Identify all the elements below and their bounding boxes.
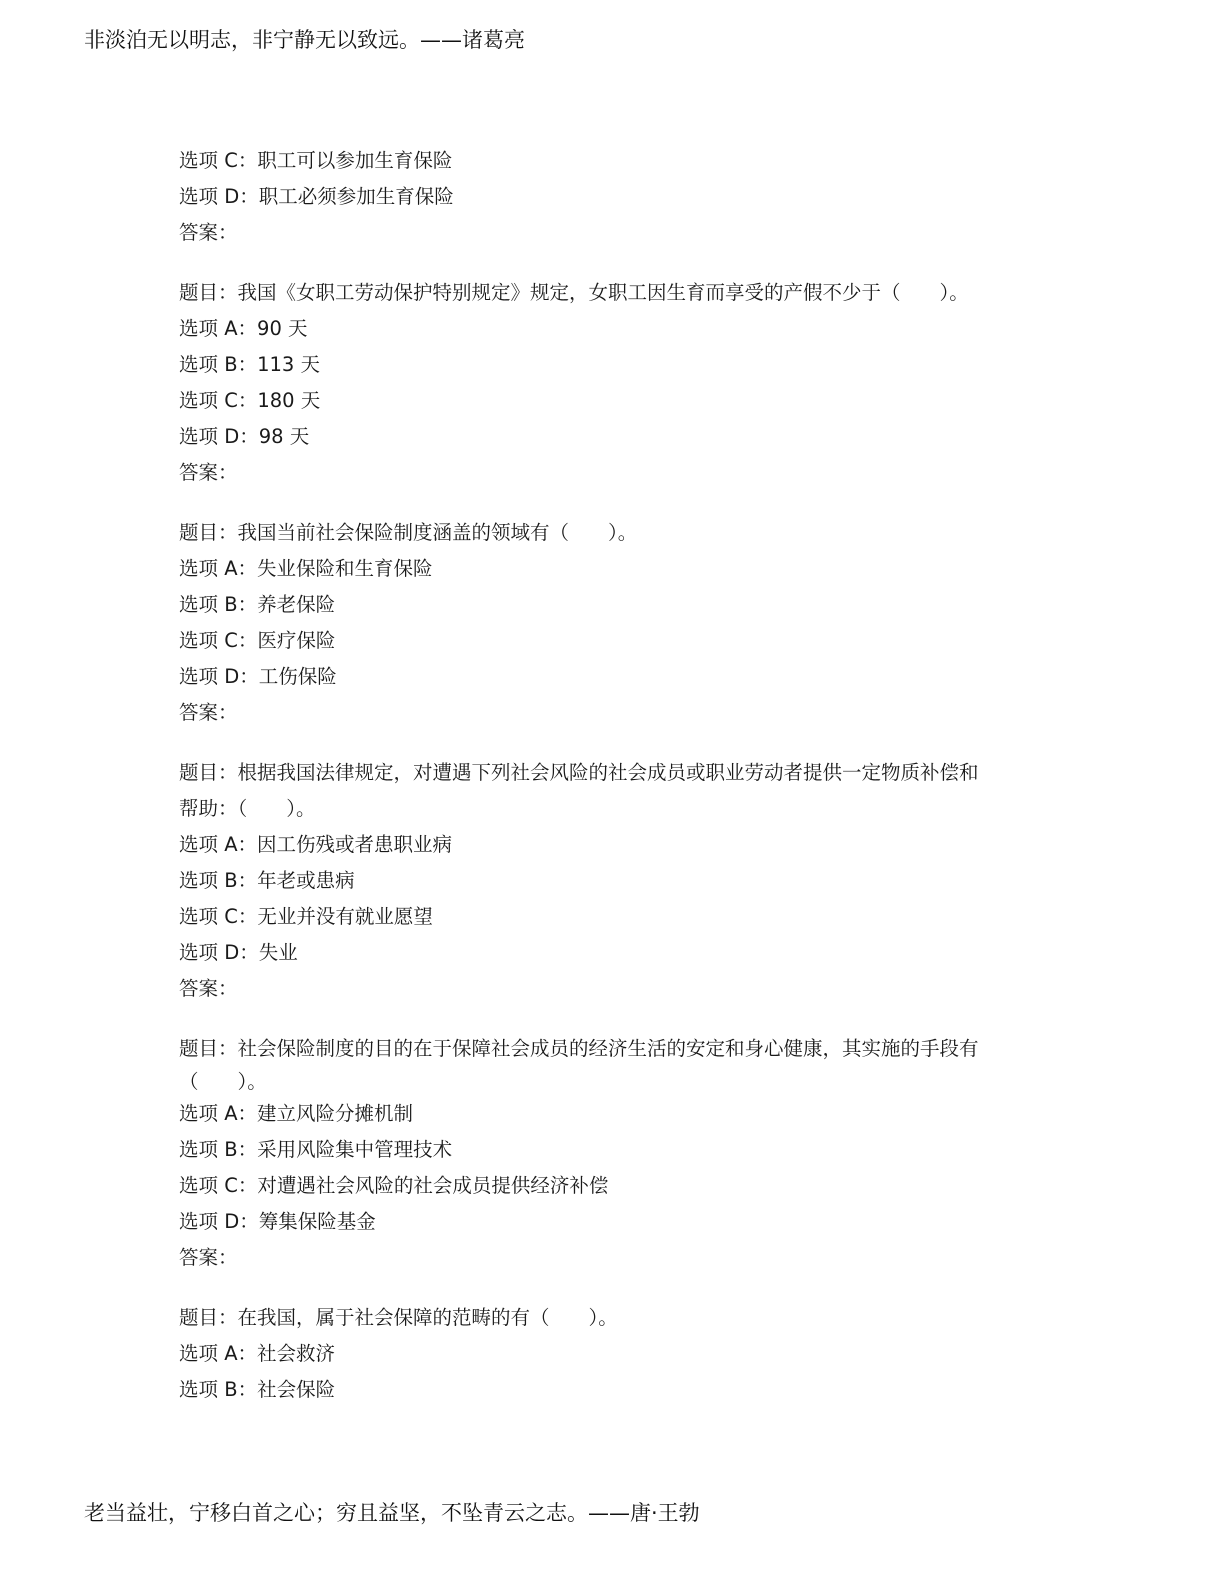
option-d: 选项 D：失业 bbox=[179, 941, 298, 964]
option-d: 选项 D：98 天 bbox=[179, 425, 310, 448]
question-text: 题目：在我国，属于社会保障的范畴的有（ ）。 bbox=[179, 1306, 618, 1329]
question-text-line1: 题目：根据我国法律规定，对遭遇下列社会风险的社会成员或职业劳动者提供一定物质补偿和 bbox=[179, 761, 979, 784]
option-b: 选项 B：113 天 bbox=[179, 353, 320, 376]
question-block bbox=[179, 1300, 1039, 1408]
option-b: 选项 B：年老或患病 bbox=[179, 869, 355, 892]
question-block bbox=[179, 1031, 1039, 1276]
question-block bbox=[179, 515, 1039, 731]
answer-label: 答案： bbox=[179, 701, 238, 724]
question-block bbox=[179, 143, 1039, 251]
answer-label: 答案： bbox=[179, 1246, 238, 1269]
option-b: 选项 B：采用风险集中管理技术 bbox=[179, 1138, 453, 1161]
option-d: 选项 D：职工必须参加生育保险 bbox=[179, 185, 454, 208]
option-d: 选项 D：工伤保险 bbox=[179, 665, 337, 688]
option-a: 选项 A：90 天 bbox=[179, 317, 308, 340]
option-c: 选项 C：职工可以参加生育保险 bbox=[179, 149, 453, 172]
answer-label: 答案： bbox=[179, 221, 238, 244]
question-block bbox=[179, 755, 1039, 1007]
option-a: 选项 A：建立风险分摊机制 bbox=[179, 1102, 414, 1125]
option-c: 选项 C：对遭遇社会风险的社会成员提供经济补偿 bbox=[179, 1174, 609, 1197]
question-text: 题目：我国《女职工劳动保护特别规定》规定，女职工因生育而享受的产假不少于（ ）。 bbox=[179, 281, 969, 304]
question-list bbox=[179, 143, 1039, 1408]
option-c: 选项 C：无业并没有就业愿望 bbox=[179, 905, 433, 928]
question-text-line2: （ ）。 bbox=[179, 1070, 267, 1093]
header-quote: 非淡泊无以明志，非宁静无以致远。——诸葛亮 bbox=[84, 28, 525, 52]
answer-label: 答案： bbox=[179, 461, 238, 484]
option-a: 选项 A：社会救济 bbox=[179, 1342, 336, 1365]
option-b: 选项 B：社会保险 bbox=[179, 1378, 336, 1401]
option-d: 选项 D：筹集保险基金 bbox=[179, 1210, 376, 1233]
option-b: 选项 B：养老保险 bbox=[179, 593, 336, 616]
option-a: 选项 A：因工伤残或者患职业病 bbox=[179, 833, 453, 856]
option-a: 选项 A：失业保险和生育保险 bbox=[179, 557, 433, 580]
question-block bbox=[179, 275, 1039, 491]
question-text-line1: 题目：社会保险制度的目的在于保障社会成员的经济生活的安定和身心健康，其实施的手段有 bbox=[179, 1037, 979, 1060]
option-c: 选项 C：医疗保险 bbox=[179, 629, 336, 652]
question-text: 题目：我国当前社会保险制度涵盖的领域有（ ）。 bbox=[179, 521, 638, 544]
footer-quote: 老当益壮，宁移白首之心；穷且益坚，不坠青云之志。——唐·王勃 bbox=[84, 1501, 700, 1525]
answer-label: 答案： bbox=[179, 977, 238, 1000]
option-c: 选项 C：180 天 bbox=[179, 389, 321, 412]
question-text-line2: 帮助：（ ）。 bbox=[179, 797, 316, 820]
